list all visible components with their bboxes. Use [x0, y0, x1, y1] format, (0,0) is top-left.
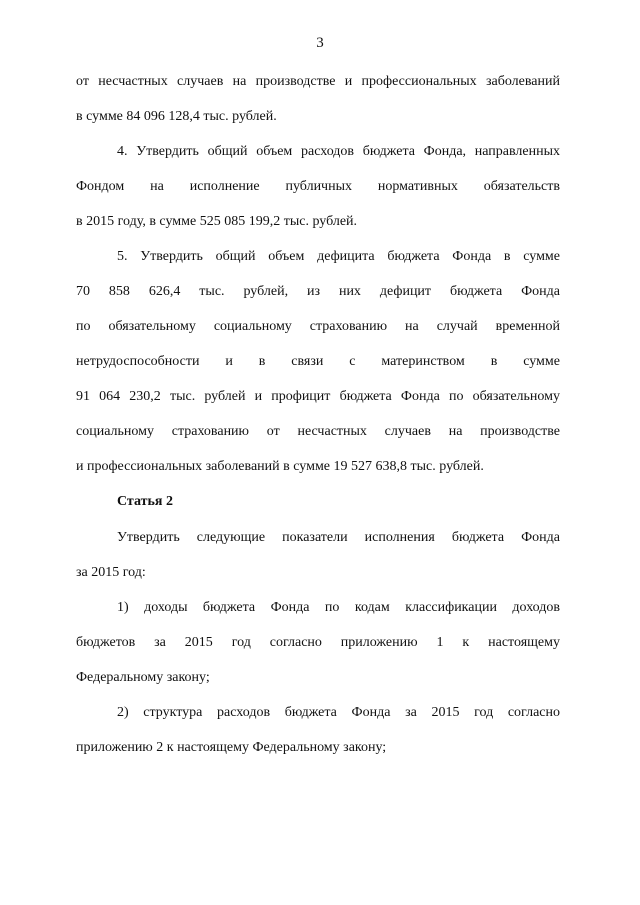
text-line: Федеральному закону;: [76, 670, 210, 685]
text-line: 1) доходы бюджета Фонда по кодам классификации доходов: [117, 600, 560, 615]
paragraph-continuation: [76, 64, 560, 134]
text-line: Фондом на исполнение публичных нормативных обязательств: [76, 179, 560, 194]
text-line: за 2015 год:: [76, 565, 146, 580]
document-body: [76, 64, 560, 765]
text-line: социальному страхованию от несчастных случаев на производстве: [76, 424, 560, 439]
text-line: от несчастных случаев на производстве и профессиональных заболеваний: [76, 74, 560, 89]
text-line: 4. Утвердить общий объем расходов бюджета Фонда, направленных: [117, 144, 560, 159]
page-number: 3: [316, 35, 324, 51]
text-line: в 2015 году, в сумме 525 085 199,2 тыс. рублей.: [76, 214, 358, 229]
text-line: приложению 2 к настоящему Федеральному закону;: [76, 740, 387, 755]
text-line: 2) структура расходов бюджета Фонда за 2015 год согласно: [117, 705, 560, 720]
text-line: Утвердить следующие показатели исполнения бюджета Фонда: [117, 530, 560, 545]
paragraph-item-5: [76, 239, 560, 484]
text-line: 91 064 230,2 тыс. рублей и профицит бюджета Фонда по обязательному: [76, 389, 560, 404]
paragraph-article-item-1: [76, 590, 560, 695]
text-line: в сумме 84 096 128,4 тыс. рублей.: [76, 109, 277, 124]
paragraph-article-intro: [76, 520, 560, 590]
article-heading: Статья 2: [117, 494, 173, 509]
text-line: по обязательному социальному страхованию на случай временной: [76, 319, 560, 334]
text-line: и профессиональных заболеваний в сумме 19 527 638,8 тыс. рублей.: [76, 459, 484, 474]
paragraph-item-4: [76, 134, 560, 239]
text-line: 70 858 626,4 тыс. рублей, из них дефицит бюджета Фонда: [76, 284, 560, 299]
paragraph-article-item-2: [76, 695, 560, 765]
text-line: нетрудоспособности и в связи с материнством в сумме: [76, 354, 560, 369]
text-line: 5. Утвердить общий объем дефицита бюджета Фонда в сумме: [117, 249, 560, 264]
text-line: бюджетов за 2015 год согласно приложению 1 к настоящему: [76, 635, 560, 650]
